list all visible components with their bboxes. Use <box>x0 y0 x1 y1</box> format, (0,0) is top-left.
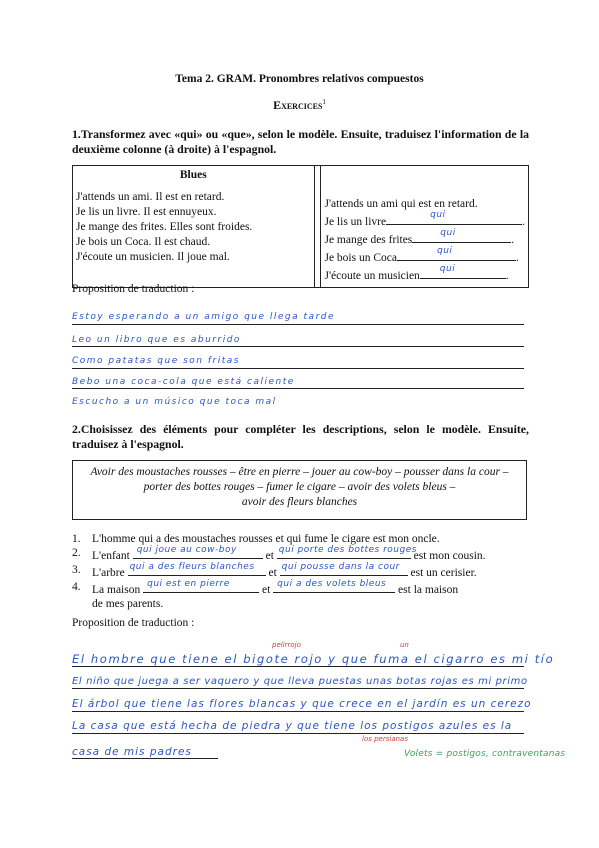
writing-line[interactable] <box>72 711 524 712</box>
fill-item: J'écoute un musicien qui . <box>324 264 509 282</box>
exercise1-table <box>72 165 529 288</box>
writing-line[interactable] <box>72 346 524 347</box>
options-box <box>72 460 527 520</box>
writing-line[interactable] <box>72 688 524 689</box>
handwritten-translation: Leo un libro que es aburrido <box>72 335 241 345</box>
handwritten-translation: Como patatas que son fritas <box>72 356 240 366</box>
options-line: avoir des fleurs blanches <box>241 496 358 508</box>
page-title: Tema 2. GRAM. Pronombres relativos compuestos <box>175 73 424 85</box>
fill-item: Je mange des frites qui . <box>324 228 515 246</box>
writing-line[interactable] <box>72 368 524 369</box>
options-line: porter des bottes rouges – fumer le cigare – avoir des volets bleus – <box>143 481 456 493</box>
writing-line[interactable] <box>72 733 524 734</box>
fill-item: Je lis un livre qui . <box>324 210 525 228</box>
handwritten-translation: El niño que juega a ser vaquero y que lleva puestas unas botas rojas es mi primo <box>72 676 528 687</box>
answer-blank[interactable]: qui est en pierre <box>143 580 259 593</box>
section-heading: Exercices$^1$ <box>273 98 326 112</box>
footnote-mark: 1 <box>322 98 326 106</box>
answer-blank[interactable]: qui a des fleurs blanches <box>128 563 266 576</box>
source-sentence: Je bois un Coca. Il est chaud. <box>76 236 211 248</box>
proposal-label: Proposition de traduction : <box>72 283 195 295</box>
list-item: 2. L'enfant qui joue au cow-boy et qui porte des bottes rouges est mon cousin. <box>72 545 486 562</box>
exercise1-instruction: 1.Transformez avec «qui» ou «que», selon le modèle. Ensuite, traduisez l'information de la deuxième colonne (à droite) à l'espagnol. <box>72 127 529 156</box>
source-sentence: J'écoute un musicien. Il joue mal. <box>76 251 230 263</box>
list-item: 3. L'arbre qui a des fleurs blanches et qui pousse dans la cour est un cerisier. <box>72 562 477 579</box>
source-sentence: Je mange des frites. Elles sont froides. <box>76 221 253 233</box>
red-annotation: un <box>400 641 409 649</box>
handwritten-translation: Bebo una coca-cola que está caliente <box>72 377 295 387</box>
answer-blank[interactable]: qui a des volets bleus <box>273 580 395 593</box>
proposal-label: Proposition de traduction : <box>72 617 195 629</box>
green-annotation: Volets = postigos, contraventanas <box>404 749 566 759</box>
red-annotation: los persianas <box>362 735 408 743</box>
handwritten-translation: Escucho a un músico que toca mal <box>72 397 277 407</box>
options-line: Avoir des moustaches rousses – être en pierre – jouer au cow-boy – pousser dans la cour – <box>90 466 509 478</box>
writing-line[interactable] <box>72 324 524 325</box>
description-list <box>72 532 550 611</box>
column-divider <box>314 166 321 288</box>
answer-blank[interactable]: qui <box>420 266 506 279</box>
handwritten-translation: El árbol que tiene las flores blancas y que crece en el jardín es un cerezo <box>72 698 532 710</box>
column-header: Blues <box>179 169 207 181</box>
left-column <box>73 166 315 288</box>
answer-blank[interactable]: qui <box>412 230 511 243</box>
red-annotation: pelirrojo <box>272 641 301 649</box>
handwritten-translation: El hombre que tiene el bigote rojo y que fuma el cigarro es mi tío <box>72 652 555 666</box>
right-column <box>321 166 529 288</box>
answer-blank[interactable]: qui <box>397 248 516 261</box>
answer-blank[interactable]: qui joue au cow-boy <box>133 546 263 559</box>
answer-blank[interactable]: qui <box>386 212 522 225</box>
fill-item: Je bois un Coca qui . <box>324 246 519 264</box>
handwritten-translation: La casa que está hecha de piedra y que tiene los postigos azules es la <box>72 720 513 732</box>
source-sentence: Je lis un livre. Il est ennuyeux. <box>76 206 217 218</box>
model-sentence: J'attends un ami qui est en retard. <box>324 198 478 210</box>
exercise2-instruction: 2.Choisissez des éléments pour compléter les descriptions, selon le modèle. Ensuite, traduisez à l'espagnol. <box>72 422 529 451</box>
source-sentence: J'attends un ami. Il est en retard. <box>76 191 225 203</box>
list-item: 4. La maison qui est en pierre et qui a des volets bleus est la maison de mes parents. <box>72 579 459 610</box>
answer-blank[interactable]: qui pousse dans la cour <box>280 563 408 576</box>
writing-line[interactable] <box>72 758 218 759</box>
writing-line[interactable] <box>72 666 524 667</box>
writing-line[interactable] <box>72 388 524 389</box>
answer-blank[interactable]: qui porte des bottes rouges <box>277 546 411 559</box>
handwritten-translation: Estoy esperando a un amigo que llega tarde <box>72 312 336 322</box>
list-item: 1. L'homme qui a des moustaches rousses et qui fume le cigare est mon oncle. <box>72 533 440 545</box>
handwritten-translation: casa de mis padres <box>72 746 192 758</box>
